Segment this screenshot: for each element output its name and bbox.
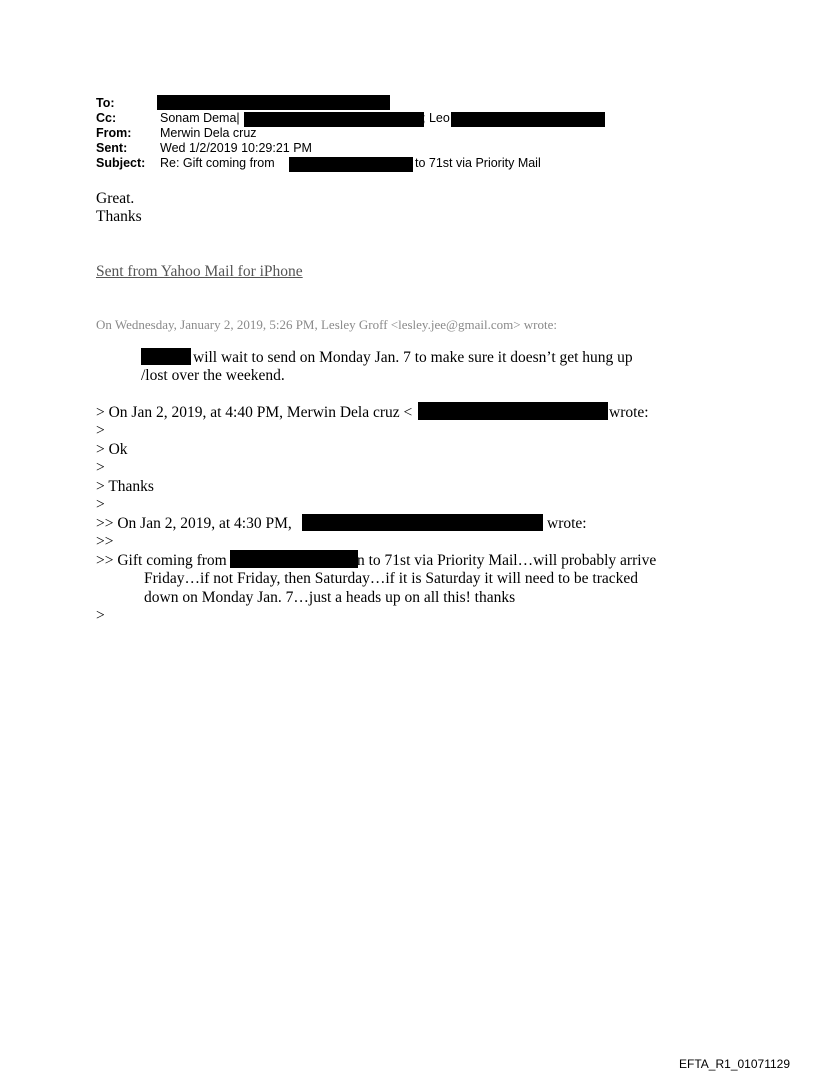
quote2-line1-a: >> Gift coming from — [96, 552, 227, 569]
quote-marker-1: > — [96, 422, 105, 439]
subject-redaction — [289, 157, 413, 172]
para-line-1: will wait to send on Monday Jan. 7 to make sure it doesn’t get hung up — [193, 349, 633, 366]
cc-label: Cc: — [96, 111, 117, 125]
from-value: Merwin Dela cruz — [160, 126, 257, 140]
yahoo-mail-link[interactable]: Sent from Yahoo Mail for iPhone — [96, 263, 303, 280]
body-line-great: Great. — [96, 190, 135, 207]
quote2-attribution-b: wrote: — [547, 515, 587, 532]
quote-marker-3: > — [96, 496, 105, 513]
cc-value-1: Sonam Dema| — [160, 111, 240, 125]
quote2-attribution-a: >> On Jan 2, 2019, at 4:30 PM, — [96, 515, 292, 532]
quote1-redaction — [418, 402, 608, 420]
quote-marker-5: > — [96, 607, 105, 624]
sent-label: Sent: — [96, 141, 128, 155]
subject-label: Subject: — [96, 156, 146, 170]
cc-value-2: ; Leo — [422, 111, 450, 125]
to-redaction — [157, 95, 390, 110]
quote-marker-4: >> — [96, 533, 114, 550]
subject-value-2: to 71st via Priority Mail — [415, 156, 541, 170]
para-line-2: /lost over the weekend. — [141, 367, 285, 384]
email-header — [96, 96, 716, 176]
quoted-attribution: On Wednesday, January 2, 2019, 5:26 PM, Lesley Groff <lesley.jee@gmail.com> wrote: — [96, 317, 557, 332]
to-label: To: — [96, 96, 115, 110]
para-redaction — [141, 348, 191, 365]
document-id: EFTA_R1_01071129 — [679, 1057, 790, 1071]
quote1-attribution-a: > On Jan 2, 2019, at 4:40 PM, Merwin Dela cruz < — [96, 404, 413, 421]
quote2-redaction — [302, 514, 543, 531]
quote-thanks: > Thanks — [96, 478, 154, 495]
quote2-line1-b: n to 71st via Priority Mail…will probably arrive — [357, 552, 657, 569]
quote2-line3: down on Monday Jan. 7…just a heads up on all this! thanks — [144, 589, 516, 606]
quote2-body-redaction — [230, 550, 358, 568]
quote-marker-2: > — [96, 459, 105, 476]
quote-ok: > Ok — [96, 441, 128, 458]
sent-value: Wed 1/2/2019 10:29:21 PM — [160, 141, 312, 155]
subject-value-1: Re: Gift coming from — [160, 156, 275, 170]
from-label: From: — [96, 126, 132, 140]
quote2-line2: Friday…if not Friday, then Saturday…if it is Saturday it will need to be tracked — [144, 570, 639, 587]
body-line-thanks: Thanks — [96, 208, 142, 225]
cc-redaction-1 — [244, 112, 424, 127]
quote1-attribution-b: wrote: — [609, 404, 649, 421]
cc-redaction-2 — [451, 112, 605, 127]
